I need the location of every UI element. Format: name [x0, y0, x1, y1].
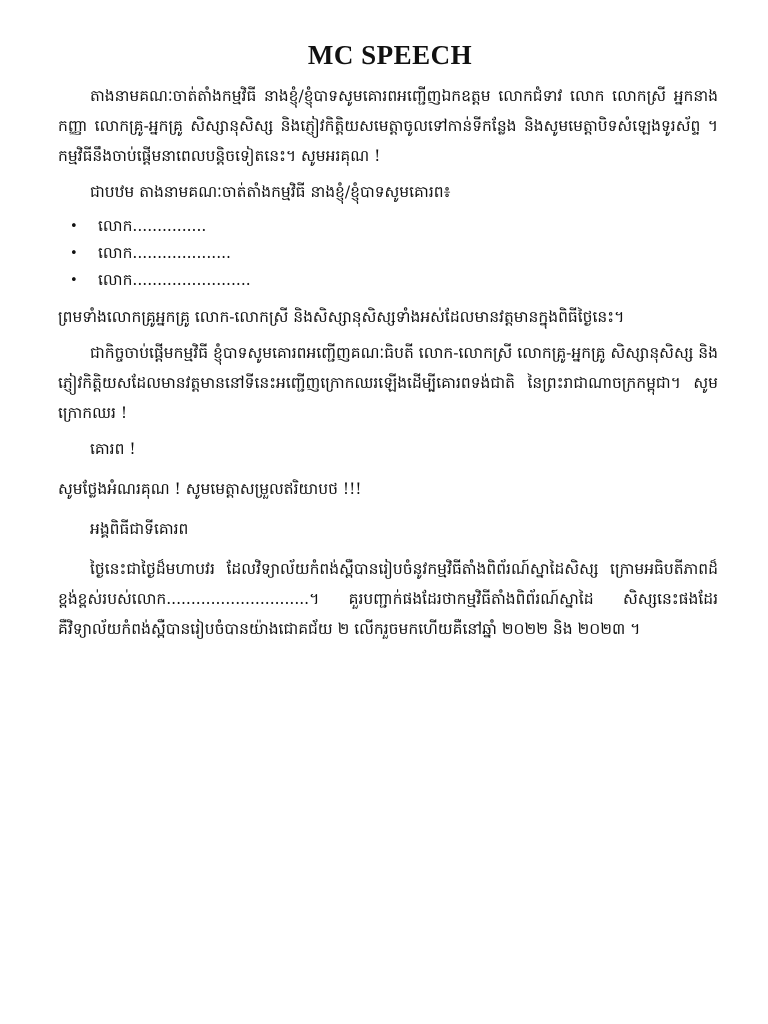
together-paragraph: ព្រមទាំងលោកគ្រូអ្នកគ្រូ លោក-លោកស្រី និងសិស្សានុសិស្សទាំងអស់ដែលមានវត្តមានក្នុងពិធីថ្ងៃនេះ។	[58, 308, 625, 326]
bullet-icon: •	[70, 246, 78, 261]
list-item	[70, 213, 718, 240]
document-title: MC SPEECH	[307, 40, 473, 70]
bullet-icon: •	[70, 219, 78, 234]
honoree-list	[58, 213, 718, 294]
honoree-name: លោក........................	[98, 271, 251, 289]
anthem-paragraph: ជាកិច្ចចាប់ផ្ដើមកម្មវិធី ខ្ញុំបាទសូមគោរពអញ្ជើញគណៈធិបតី លោក-លោកស្រី លោកគ្រូ-អ្នកគ្រូ សិស្សានុសិស្ស និងភ្ញៀវកិត្តិយសដែលមានវត្តមាននៅទីនេះអញ្ជើញក្រោកឈរឡើងដើម្បីគោរពទង់ជាតិ នៃព្រះរាជាណាចក្រកម្ពុជា។ សូមក្រោកឈរ !	[58, 344, 718, 422]
honoree-name: លោក....................	[98, 244, 231, 262]
honoree-name: លោក...............	[98, 217, 207, 235]
bullet-icon: •	[70, 273, 78, 288]
document-page	[58, 40, 718, 650]
greeting-line: ជាបឋម តាងនាមគណៈចាត់តាំងកម្មវិធី នាងខ្ញុំ/ខ្ញុំបាទសូមគោរព៖	[90, 183, 451, 201]
thanks-line: សូមថ្លែងអំណរគុណ ! សូមមេត្តាសម្រួលឥរិយាបថ !!!	[58, 480, 362, 498]
agenda-heading: អង្គពិធីជាទីគោរព	[90, 520, 189, 538]
closing-paragraph: ថ្ងៃនេះជាថ្ងៃដ៏មហាបវរ ដែលវិទ្យាល័យកំពង់ស្ពឺបានរៀបចំនូវកម្មវិធីតាំងពិព័រណ៍ស្នាដៃសិស្ស ក្រោមអធិបតីភាពដ៏ខ្ពង់ខ្ពស់របស់លោក.............................។ គួរបញ្ជាក់ផងដែរថាកម្មវិធីតាំងពិព័រណ៍ស្នាដៃ សិស្សនេះផងដែរ គឺវិទ្យាល័យកំពង់ស្ពឺបានរៀបចំបានយ៉ាងជោគជ័យ ២ លើករួចមកហើយគឺនៅឆ្នាំ ២០២២ និង ២០២៣ ។	[58, 560, 718, 638]
salute-line: គោរព !	[90, 440, 136, 458]
list-item	[70, 267, 718, 294]
list-item	[70, 240, 718, 267]
intro-paragraph: តាងនាមគណៈចាត់តាំងកម្មវិធី នាងខ្ញុំ/ខ្ញុំបាទសូមគោរពអញ្ជើញឯកឧត្តម លោកជំទាវ លោក លោកស្រី អ្នកនាងកញ្ញា លោកគ្រូ-អ្នកគ្រូ សិស្សានុសិស្ស និងភ្ញៀវកិត្តិយសមេត្តាចូលទៅកាន់ទីកន្លែង និងសូមមេត្តាបិទសំឡេងទូរស័ព្ទ ។ កម្មវិធីនឹងចាប់ផ្ដើមនាពេលបន្តិចទៀតនេះ។ សូមអរគុណ !	[58, 87, 718, 165]
